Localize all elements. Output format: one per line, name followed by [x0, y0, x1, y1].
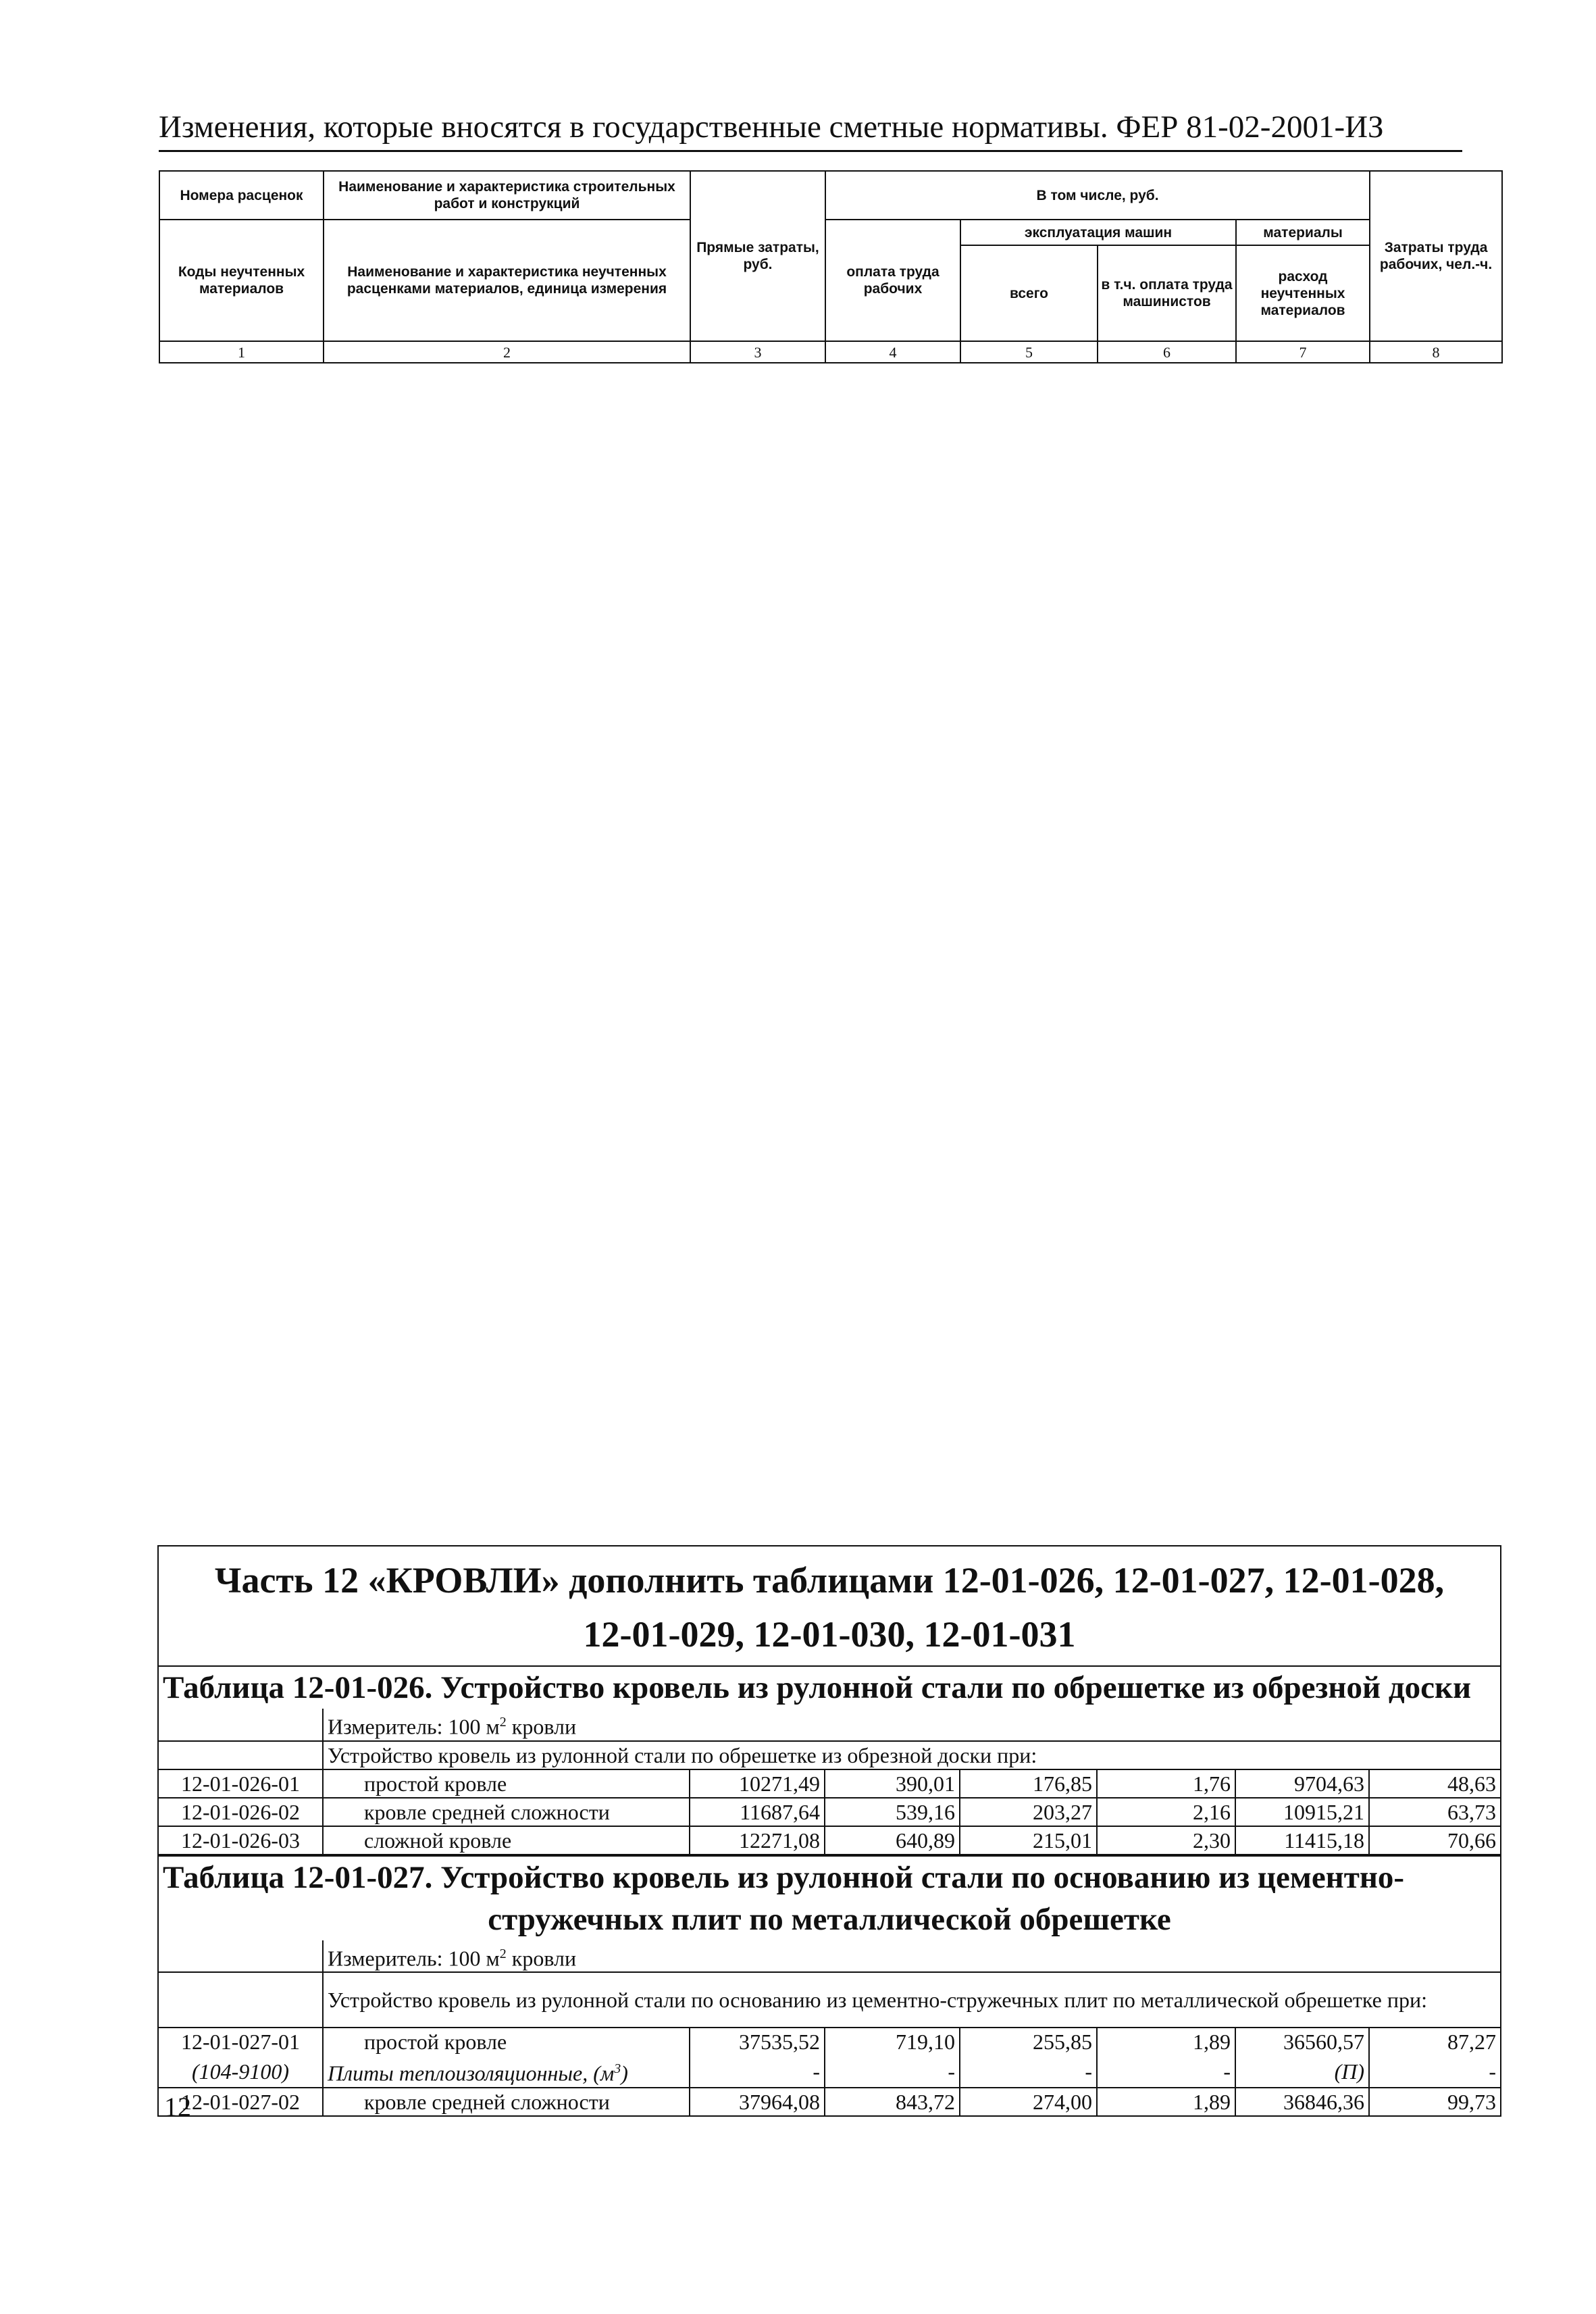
row-direct: 11687,64 [690, 1798, 825, 1826]
table-026 [159, 1709, 1500, 1855]
row-direct: 10271,49 [690, 1769, 825, 1798]
table-027-subtitle: Устройство кровель из рулонной стали по основанию из цементно-стружечных плит по металлической обрешетке при: [323, 1972, 1500, 2028]
col-number: 8 [1370, 341, 1502, 363]
part-title-line2: 12-01-029, 12-01-030, 12-01-031 [583, 1614, 1076, 1655]
col8-header: Затраты труда рабочих, чел.-ч. [1370, 171, 1502, 341]
material-code: (104-9100) [159, 2055, 323, 2088]
part-title-line1: Часть 12 «КРОВЛИ» дополнить таблицами 12-01-026, 12-01-027, 12-01-028, [214, 1560, 1445, 1601]
row-mat: 11415,18 [1235, 1826, 1369, 1855]
table-026-subtitle: Устройство кровель из рулонной стали по обрешетке из обрезной доски при: [323, 1741, 1500, 1769]
row-mach-labor: 1,76 [1097, 1769, 1235, 1798]
row-hours: 99,73 [1369, 2088, 1500, 2116]
row-code: 12-01-026-02 [159, 1798, 323, 1826]
table-row-material [159, 2055, 1500, 2088]
col2-top: Наименование и характеристика строительных работ и конструкций [324, 171, 690, 220]
row-labor: 843,72 [825, 2088, 960, 2116]
material-name: Плиты теплоизоляционные, $(м^3)$ [323, 2055, 690, 2088]
row-mach-labor: - [1097, 2055, 1235, 2088]
row-hours: 87,27 [1369, 2028, 1500, 2055]
table-row [159, 2088, 1500, 2116]
col-number: 7 [1236, 341, 1370, 363]
row-mach: 215,01 [960, 1826, 1097, 1855]
col3-header: Прямые затраты, руб. [690, 171, 825, 341]
row-name: кровле средней сложности [323, 1798, 690, 1826]
row-hours: 70,66 [1369, 1826, 1500, 1855]
table-027-measure: Измеритель: 100 $м^2$ кровли [328, 1946, 577, 1971]
row-code: 12-01-027-01 [159, 2028, 323, 2055]
col5-header: всего [960, 245, 1098, 341]
row-direct: 37964,08 [690, 2088, 825, 2116]
row-mach: 176,85 [960, 1769, 1097, 1798]
col-number: 1 [159, 341, 324, 363]
running-header: Изменения, которые вносятся в государственные сметные нормативы. ФЕР 81-02-2001-ИЗ [159, 109, 1384, 145]
col1-top: Номера расценок [159, 171, 324, 220]
row-direct: - [690, 2055, 825, 2088]
group-header: В том числе, руб. [825, 171, 1370, 220]
row-mat: 36560,57 [1235, 2028, 1369, 2055]
row-labor: 640,89 [825, 1826, 960, 1855]
part-title [159, 1546, 1500, 1665]
row-mach: 274,00 [960, 2088, 1097, 2116]
table-026-title: Таблица 12-01-026. Устройство кровель из рулонной стали по обрешетке из обрезной доски [159, 1665, 1500, 1709]
col7-header: расход неучтенных материалов [1236, 245, 1370, 341]
row-mach-labor: 2,16 [1097, 1798, 1235, 1826]
row-code: 12-01-026-01 [159, 1769, 323, 1798]
row-name: кровле средней сложности [323, 2088, 690, 2116]
row-mach-labor: 1,89 [1097, 2028, 1235, 2055]
table-027-title-line1: Таблица 12-01-027. Устройство кровель из рулонной стали по основанию из цементно- [163, 1859, 1405, 1895]
row-labor: 539,16 [825, 1798, 960, 1826]
row-code: 12-01-026-03 [159, 1826, 323, 1855]
row-labor: 390,01 [825, 1769, 960, 1798]
row-direct: 37535,52 [690, 2028, 825, 2055]
row-mach-labor: 1,89 [1097, 2088, 1235, 2116]
row-mach: 203,27 [960, 1798, 1097, 1826]
row-hours: - [1369, 2055, 1500, 2088]
col-number: 4 [825, 341, 960, 363]
row-name: простой кровле [323, 2028, 690, 2055]
row-labor: 719,10 [825, 2028, 960, 2055]
col-number: 6 [1098, 341, 1236, 363]
tables-section [157, 1545, 1501, 2117]
page-number: 12 [164, 2092, 191, 2122]
machines-header: эксплуатация машин [960, 220, 1236, 245]
row-hours: 63,73 [1369, 1798, 1500, 1826]
row-code: 12-01-027-02 [159, 2088, 323, 2116]
row-name: простой кровле [323, 1769, 690, 1798]
table-row [159, 1798, 1500, 1826]
col4-header: оплата труда рабочих [825, 220, 960, 341]
row-mach-labor: 2,30 [1097, 1826, 1235, 1855]
col-number: 5 [960, 341, 1098, 363]
row-mach: - [960, 2055, 1097, 2088]
table-026-measure: Измеритель: 100 $м^2$ кровли [328, 1714, 577, 1739]
col2-bottom: Наименование и характеристика неучтенных расценками материалов, единица измерения [324, 220, 690, 341]
row-mat: 10915,21 [1235, 1798, 1369, 1826]
header-rule [159, 150, 1462, 152]
row-mat: 36846,36 [1235, 2088, 1369, 2116]
row-mach: 255,85 [960, 2028, 1097, 2055]
row-labor: - [825, 2055, 960, 2088]
table-row [159, 1826, 1500, 1855]
column-header-table [159, 170, 1503, 363]
table-027-title [159, 1855, 1500, 1940]
materials-header: материалы [1236, 220, 1370, 245]
row-mat: 9704,63 [1235, 1769, 1369, 1798]
col-number: 3 [690, 341, 825, 363]
table-row [159, 1769, 1500, 1798]
row-name: сложной кровле [323, 1826, 690, 1855]
col-number: 2 [324, 341, 690, 363]
table-row [159, 2028, 1500, 2055]
col6-header: в т.ч. оплата труда машинистов [1098, 245, 1236, 341]
row-hours: 48,63 [1369, 1769, 1500, 1798]
row-direct: 12271,08 [690, 1826, 825, 1855]
row-mat: (П) [1235, 2055, 1369, 2088]
col1-bottom: Коды неучтенных материалов [159, 220, 324, 341]
table-027-title-line2: стружечных плит по металлической обрешетке [488, 1901, 1171, 1937]
table-027 [159, 1940, 1500, 2117]
